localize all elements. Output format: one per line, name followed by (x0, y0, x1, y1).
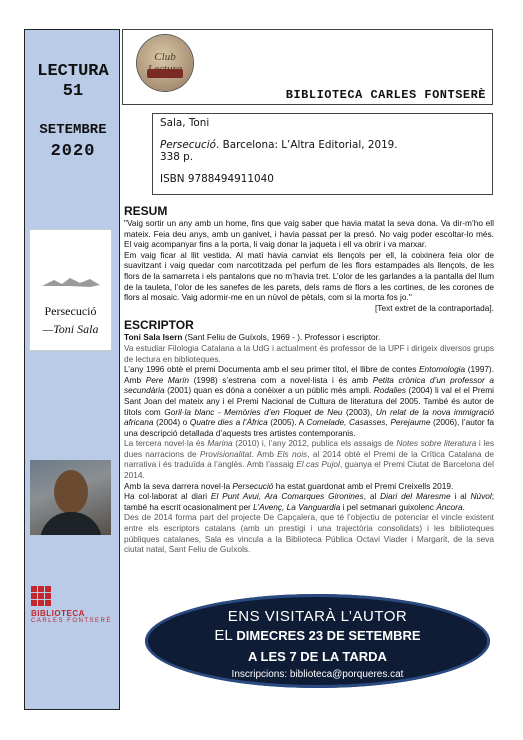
cover-author: —Toni Sala (42, 322, 99, 336)
resum-paragraph-1: "Vaig sortir un any amb un home, fins que vaig saber que havia matat la seva dona. Va dir-m’ho ell mateix. Feia deu anys, amb un ganivet, i havia passat per la presó. No vaig poder escoltar-lo més. El vaig acompanyar fins a la porta, li vaig donar la jaqueta i ell va obrir i va marxar. (124, 218, 494, 250)
cover-title: Persecució (44, 304, 97, 318)
bio-paragraph-5: Ha col·laborat al diari El Punt Avui, Ara Comarques Gironines, al Diari del Maresme i al Núvol; també ha escrit ocasionalment per L’Avenç, La Vanguardia i pel setmanari guixolenc Àncora. (124, 491, 495, 512)
author-intro (124, 332, 494, 343)
bio-paragraph-3: La tercera novel·la és Marina (2010) i, l’any 2012, publica els assaigs de Notes sobre literatura i les dues narracions de Provisionalitat. Amb Els nois, al 2014 obtè el Premi de la Crítica Catalana de narrativa i és traduïda a l’anglès. Amb l’assaig El cas Pujol, guanya el Premi Ciutat de Barcelona del 2014. (124, 438, 494, 481)
book-publication (160, 139, 485, 151)
resum-heading: RESUM (124, 204, 168, 218)
author-name: Toni Sala Isern (124, 332, 183, 343)
resum-paragraph-2: Em vaig ficar al llit vestida. Al matí havia canviat els llençols per ell, la coixinera feia olor de suavitzant i vaig quedar com narcotitzada pel perfum de les flors estampades als llençols, de les flors de la samarreta i els pantalons que no m’havia tret. L’olor de les garlandes a la pantalla del llum de la tauleta, l’olor de les sanefes de les parets, dels rams de flors a les cortines, de les corones de flors al mosaic. Vaig adormir-me en un núvol de pètals, com si la morta fos jo." (124, 249, 494, 303)
book-info (152, 113, 493, 195)
main-content (124, 205, 494, 555)
resum-source: [Text extret de la contraportada]. (375, 302, 494, 313)
bio-paragraph-2: L’any 1996 obtè el premi Documenta amb el seu primer títol, el llibre de contes Entomologia (1997). Amb Pere Marín (1998) s’estrena com a novel·lista i és amb Petita crònica d’un professor a secundària (2001) quan es dóna a conèixer a un públic més ampli. Rodalies (2004) li val el el Premi Sant Joan del mateix any i el Premi Nacional de Cultura de literatura del 2005. També és autor de títols com Goril·la blanc - Memòries d’en Floquet de Neu (2003), Un relat de la nova immigració africana (2004) o Quatre dies a l’Àfrica (2005). A Comelade, Casasses, Perejaume (2006), l’autor fa una descripció detallada d’aquests tres artistes contemporanis. (124, 364, 495, 438)
author-photo (30, 460, 111, 535)
event-time: A LES 7 DE LA TARDA (248, 649, 387, 664)
event-registration[interactable]: Inscripcions: biblioteca@porqueres.cat (231, 669, 404, 680)
lectura-word: LECTURA (37, 62, 109, 81)
book-isbn: ISBN 9788494911040 (160, 173, 274, 185)
sidebar (24, 29, 120, 710)
event-line-2: EL DIMECRES 23 DE SETEMBRE (214, 627, 421, 644)
bio-paragraph-1: Va estudiar Filologia Catalana a la UdG i actualment és professor de la UPF i dirigeix diversos grups de lectura en biblioteques. (124, 342, 494, 364)
bio-paragraph-6: Des de 2014 forma part del projecte De Capçalera, que té l’objectiu de potenciar el vincle existent entre els escriptors catalans (amb un prestigi i una trajectòria consolidats) i les biblioteques públiques catalanes, Sala es vincula a la Biblioteca Pública Octavi Viader i Margarit, de la seva ciutat natal, Sant Feliu de Guíxols. (124, 512, 494, 555)
club-lectura-logo (137, 35, 193, 91)
club-lectura-logo-text: Club (154, 51, 176, 63)
book-title: Persecució (160, 139, 216, 151)
library-logo-line2: CARLES FONTSERÈ (31, 618, 112, 624)
cover-illustration (40, 274, 102, 290)
book-author: Sala, Toni (160, 117, 210, 129)
book-pages: 338 p. (160, 151, 194, 163)
author-body (40, 512, 102, 535)
library-logo-line1: BIBLIOTECA (31, 609, 85, 618)
book-cover (30, 230, 111, 350)
library-logo-icon (31, 586, 115, 606)
header (122, 29, 493, 105)
book-publisher: . Barcelona: L’Altra Editorial, 2019. (216, 139, 398, 151)
header-title: BIBLIOTECA CARLES FONTSERÈ (285, 88, 486, 102)
bio-paragraph-4: Amb la seva darrera novel·la Persecució ha estat guardonat amb el Premi Creixells 2019. (124, 480, 454, 491)
library-logo (31, 586, 115, 624)
month-label: SETEMBRE (39, 122, 107, 138)
year-label: 2020 (50, 142, 96, 161)
author-face (54, 470, 88, 514)
lectura-number: 51 (62, 82, 84, 101)
event-banner (145, 594, 490, 688)
event-line-1: ENS VISITARÀ L’AUTOR (227, 608, 408, 625)
escriptor-heading: ESCRIPTOR (124, 318, 194, 333)
lectura-label (25, 62, 121, 102)
author-birth: (Sant Feliu de Guíxols, 1969 - ). Professor i escriptor. (182, 332, 381, 343)
event-date: DIMECRES 23 DE SETEMBRE (236, 628, 421, 643)
